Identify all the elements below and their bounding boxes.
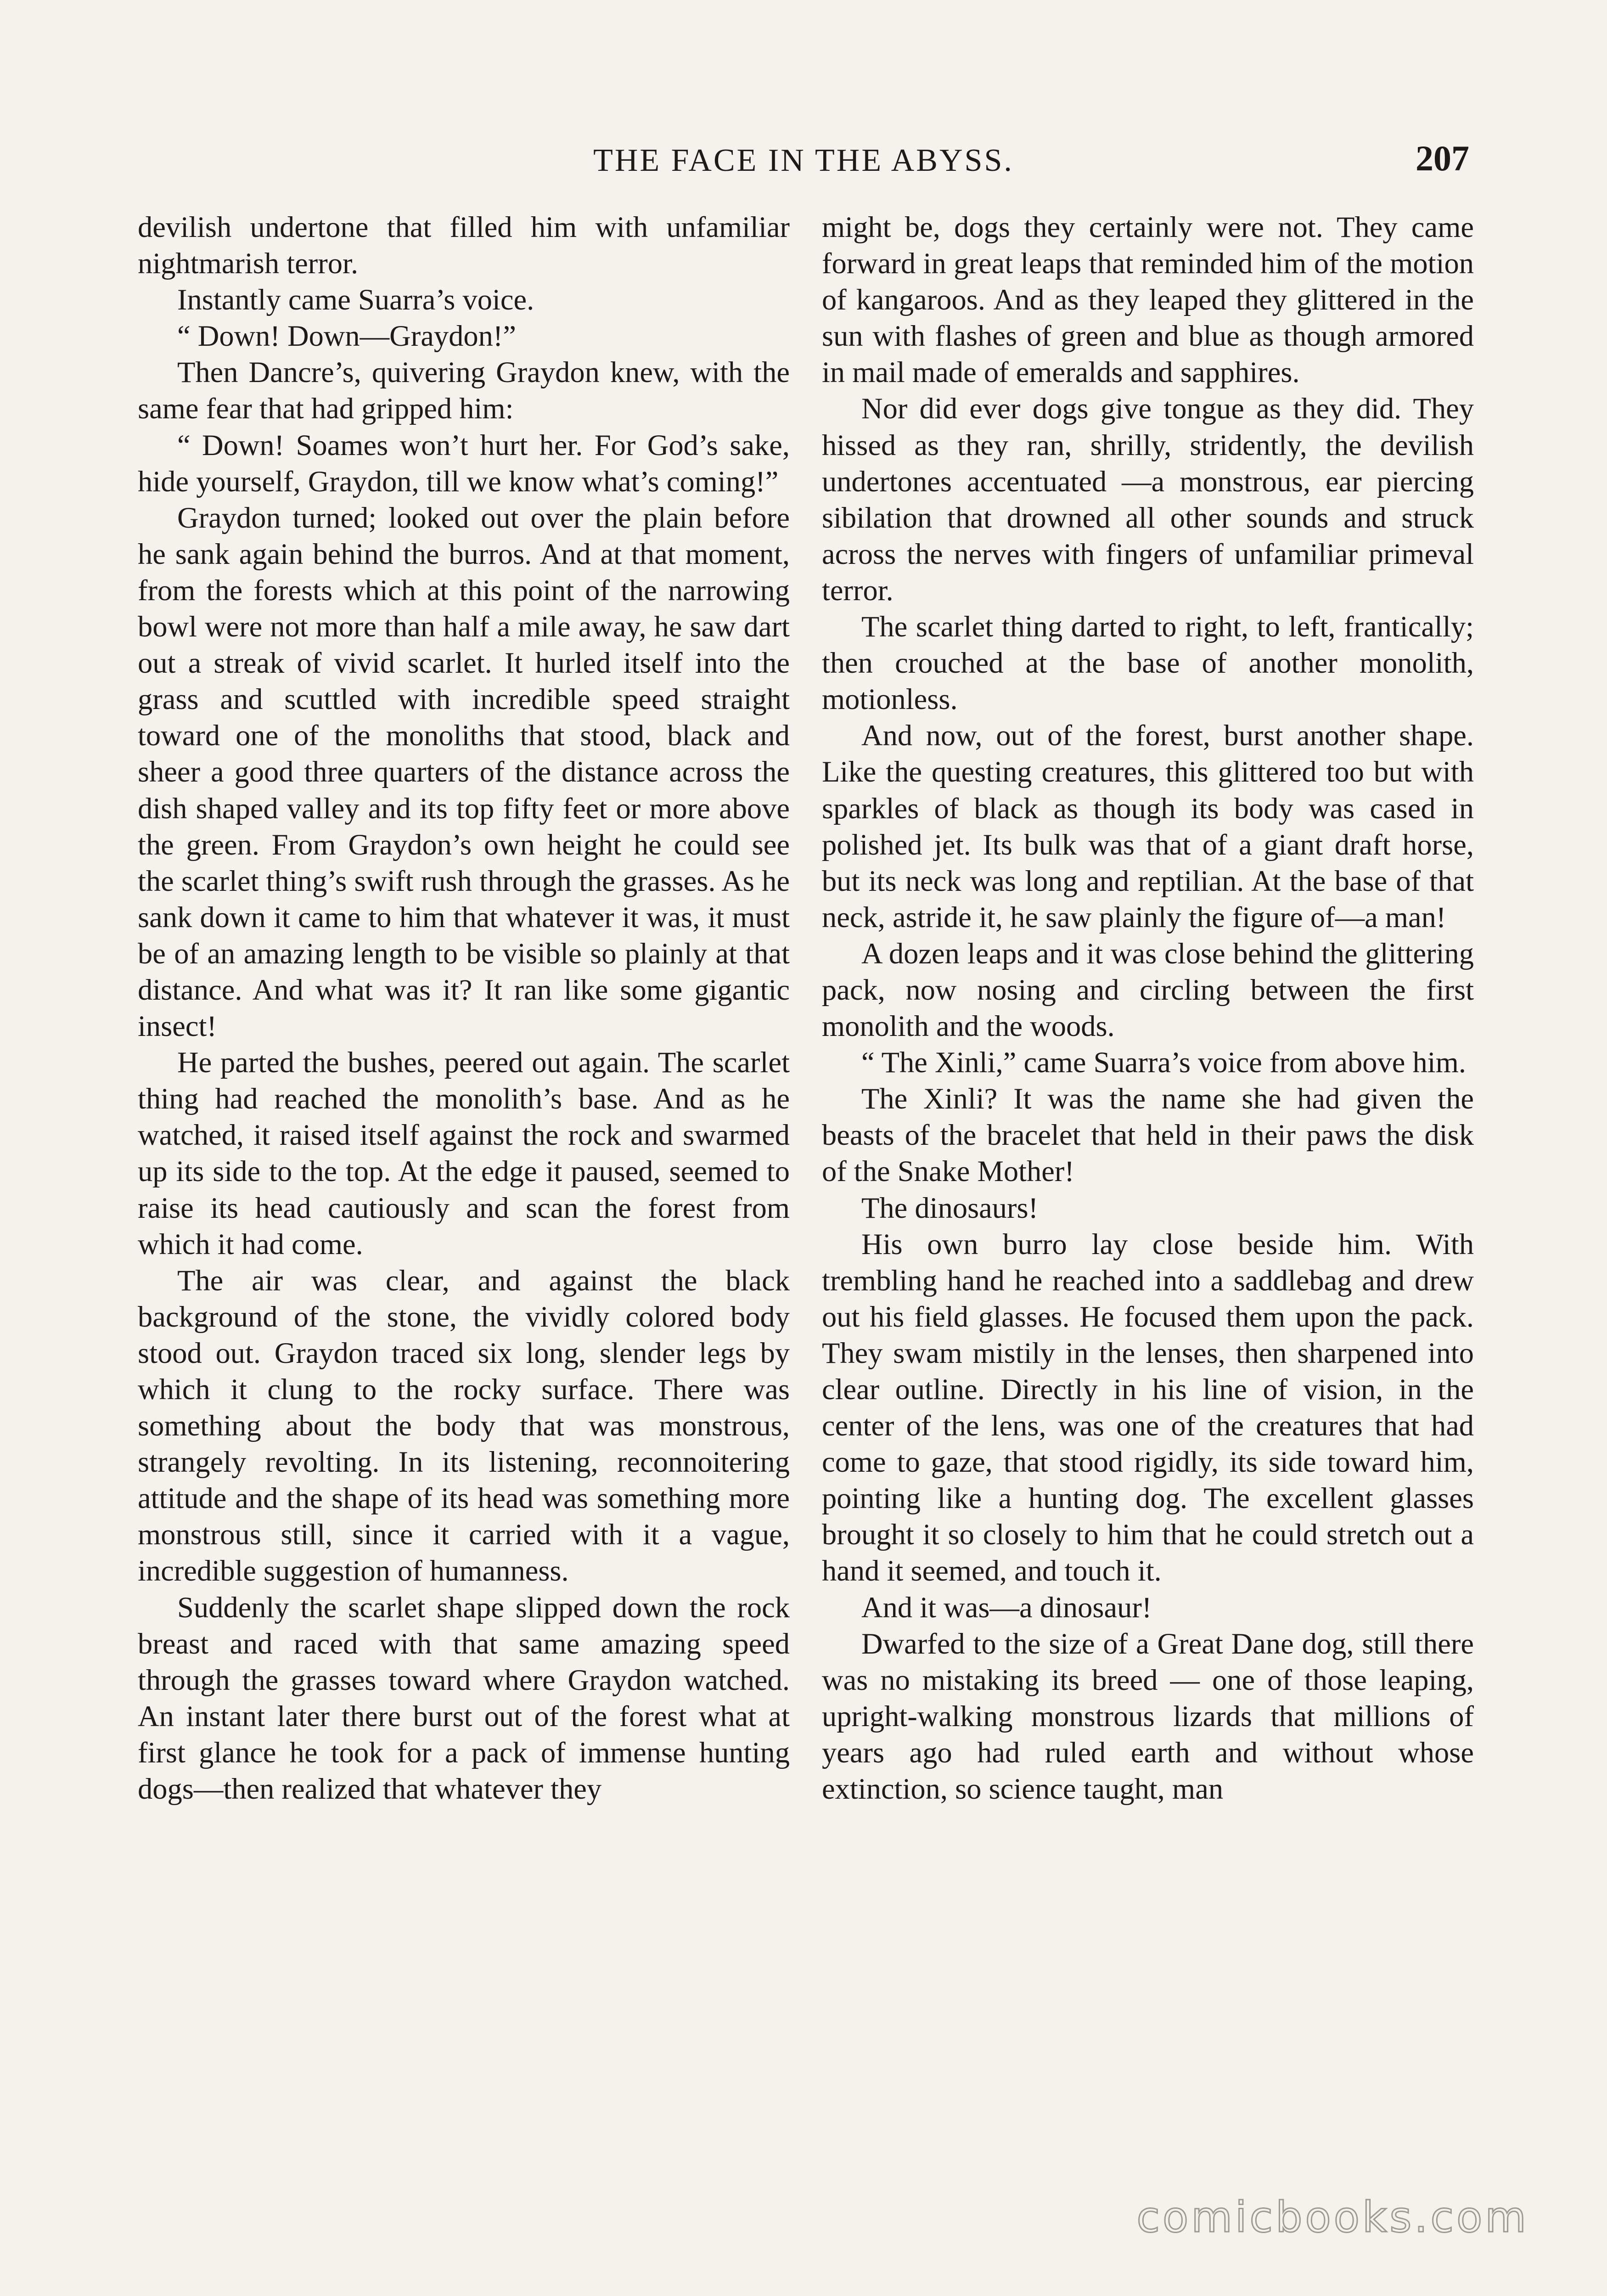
page-number: 207 — [1416, 138, 1469, 178]
paragraph: The scarlet thing darted to right, to left, frantically; then crouched at the base of another monolith, motionless. — [822, 610, 1474, 716]
paragraph: Graydon turned; looked out over the plain before he sank again behind the burros. And at that moment, from the forests which at this point of the narrowing bowl were not more than half a mile away, he saw dart out a streak of vivid scarlet. It hurled itself into the grass and scuttled with incredible speed straight toward one of the monoliths that stood, black and sheer a good three quarters of the distance across the dish shaped valley and its top fifty feet or more above the green. From Graydon’s own height he could see the scarlet thing’s swift rush through the grasses. As he sank down it came to him that whatever it was, it must be of an amazing length to be visible so plainly at that distance. And what was it? It ran like some gigantic insect! — [138, 501, 790, 1043]
right-column — [822, 209, 1474, 1807]
paragraph: He parted the bushes, peered out again. The scarlet thing had reached the monolith’s base. And as he watched, it raised itself against the rock and swarmed up its side to the top. At the edge it paused, seemed to raise its head cautiously and scan the forest from which it had come. — [138, 1046, 790, 1261]
paragraph: His own burro lay close beside him. With trembling hand he reached into a saddlebag and drew out his field glasses. He focused them upon the pack. They swam mistily in the lenses, then sharpened into clear outline. Directly in his line of vision, in the center of the lens, was one of the creatures that had come to gaze, that stood rigidly, its side toward him, pointing like a hunting dog. The excellent glasses brought it so closely to him that he could stretch out a hand it seemed, and touch it. — [822, 1227, 1474, 1587]
paragraph: Dwarfed to the size of a Great Dane dog, still there was no mistaking its breed — one of those leaping, upright-walking monstrous lizards that millions of years ago had ruled earth and without whose extinction, so science taught, man — [822, 1627, 1474, 1806]
paragraph: “ The Xinli,” came Suarra’s voice from above him. — [861, 1046, 1467, 1079]
paragraph: Instantly came Suarra’s voice. — [177, 283, 534, 316]
chapter-title: THE FACE IN THE ABYSS. — [593, 143, 1014, 178]
paragraph: “ Down! Soames won’t hurt her. For God’s sake, hide yourself, Graydon, till we know what’s coming!” — [138, 428, 790, 498]
paragraph: Suddenly the scarlet shape slipped down the rock breast and raced with that same amazing speed through the grasses toward where Graydon watched. An instant later there burst out of the forest what at first glance he took for a pack of immense hunting dogs—then realized that whatever they — [138, 1591, 790, 1806]
paragraph: Then Dancre’s, quivering Graydon knew, with the same fear that had gripped him: — [138, 356, 790, 425]
watermark: comicbooks.com — [1136, 2193, 1529, 2242]
paragraph: The dinosaurs! — [861, 1191, 1039, 1224]
paragraph: “ Down! Down—Graydon!” — [177, 320, 516, 353]
running-head — [138, 138, 1469, 188]
paragraph: And it was—a dinosaur! — [861, 1591, 1152, 1624]
paragraph: The air was clear, and against the black background of the stone, the vividly colored body stood out. Graydon traced six long, slender legs by which it clung to the rocky surface. There was something about the body that was monstrous, strangely revolting. In its listening, reconnoitering attitude and the shape of its head was something more monstrous still, since it carried with it a vague, incredible suggestion of humanness. — [138, 1264, 790, 1587]
paragraph: might be, dogs they certainly were not. They came forward in great leaps that reminded him of the motion of kangaroos. And as they leaped they glittered in the sun with flashes of green and blue as though armored in mail made of emeralds and sapphires. — [822, 211, 1474, 389]
paragraph: devilish undertone that filled him with unfamiliar nightmarish terror. — [138, 211, 790, 280]
paragraph: And now, out of the forest, burst another shape. Like the questing creatures, this glittered too but with sparkles of black as though its body was cased in polished jet. Its bulk was that of a giant draft horse, but its neck was long and reptilian. At the base of that neck, astride it, he saw plainly the figure of—a man! — [822, 719, 1474, 934]
paragraph: Nor did ever dogs give tongue as they did. They hissed as they ran, shrilly, stridently, the devilish undertones accentuated —a monstrous, ear piercing sibilation that drowned all other sounds and struck across the nerves with fingers of unfamiliar primeval terror. — [822, 392, 1474, 607]
left-column — [138, 209, 790, 1807]
paragraph: A dozen leaps and it was close behind the glittering pack, now nosing and circling between the first monolith and the woods. — [822, 937, 1474, 1043]
paragraph: The Xinli? It was the name she had given the beasts of the bracelet that held in their paws the disk of the Snake Mother! — [822, 1082, 1474, 1188]
